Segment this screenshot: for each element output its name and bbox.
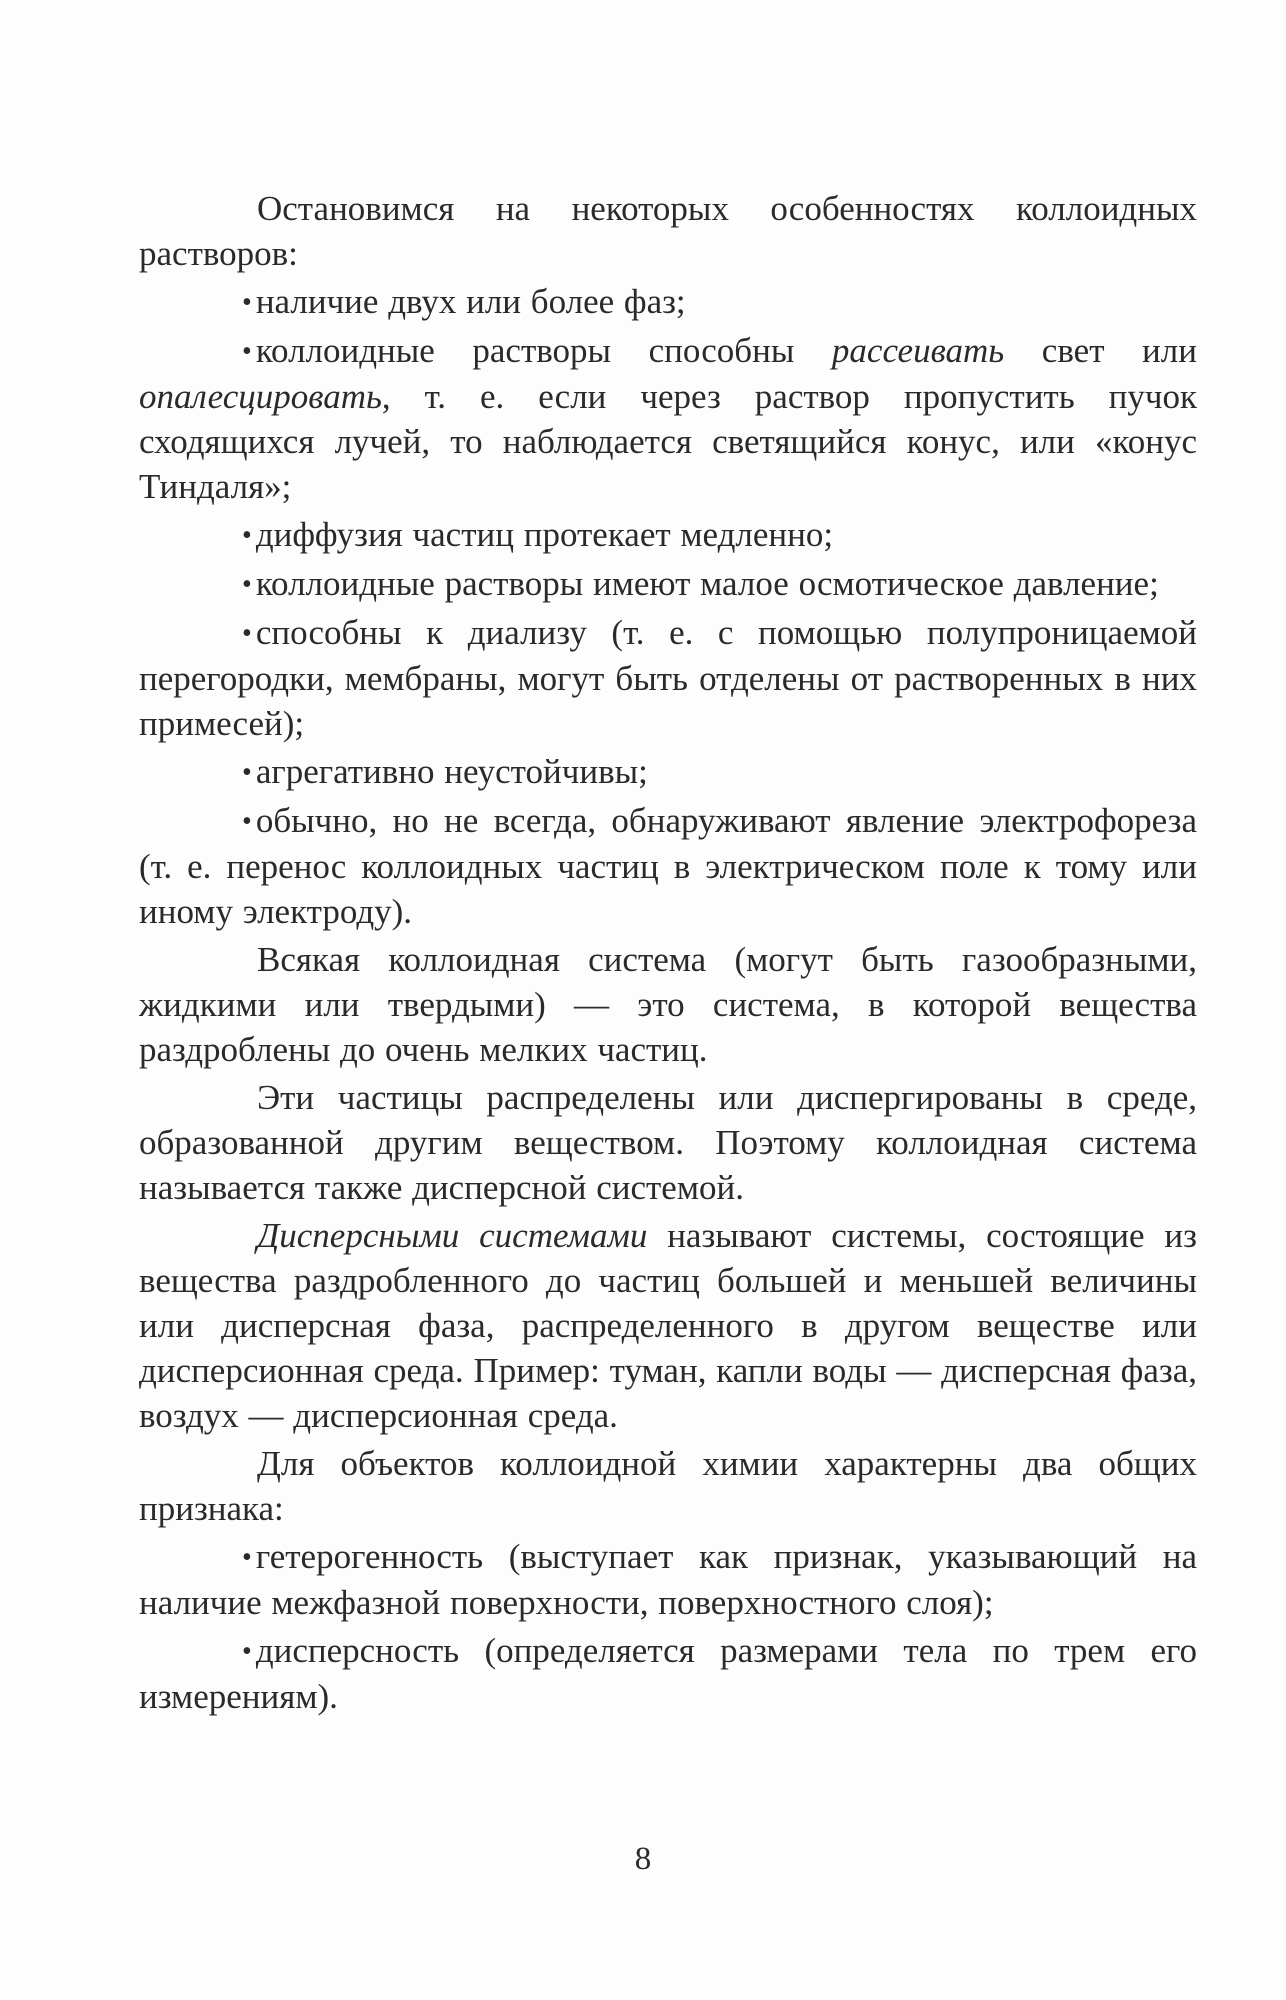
list-item	[139, 798, 1197, 934]
paragraph-text: называют системы, состоящие из вещества раздробленного до частиц большей и меньшей величины или дисперсная фаза, распределенного в другом веществе или дисперсионная среда. Пример: туман, капли воды — дисперсная фаза, воздух — дисперсионная среда.	[139, 1216, 1197, 1435]
paragraph	[139, 1441, 1197, 1531]
emphasis-term: опалесцировать	[139, 377, 382, 416]
list-item-text: коллоидные растворы способны	[255, 331, 832, 370]
bullet-icon: •	[242, 757, 252, 788]
list-item-text: , т. е. если через раствор пропустить пучок сходящихся лучей, то наблюдается светящийся конус, или «конус Тиндаля»;	[139, 377, 1197, 506]
list-item	[139, 561, 1197, 607]
list-item	[139, 1628, 1197, 1719]
paragraph	[139, 1213, 1197, 1438]
bullet-icon: •	[242, 287, 252, 318]
paragraph	[139, 1075, 1197, 1210]
list-item-text: дисперсность (определяется размерами тела по трем его измерениям).	[139, 1631, 1197, 1716]
emphasis-term: Дисперсными системами	[257, 1216, 648, 1255]
list-item	[139, 279, 1197, 325]
bullet-icon: •	[242, 618, 252, 649]
paragraph	[139, 937, 1197, 1072]
bullet-icon: •	[242, 1542, 252, 1573]
bullet-icon: •	[242, 336, 252, 367]
list-item-text: гетерогенность (выступает как признак, указывающий на наличие межфазной поверхности, поверхностного слоя);	[139, 1537, 1197, 1622]
list-item-text: коллоидные растворы имеют малое осмотическое давление;	[255, 564, 1159, 603]
list-item	[139, 749, 1197, 795]
list-item-text: обычно, но не всегда, обнаруживают явление электрофореза (т. е. перенос коллоидных частиц в электрическом поле к тому или иному электроду).	[139, 801, 1197, 931]
bullet-icon: •	[242, 569, 252, 600]
bullet-icon: •	[242, 520, 252, 551]
page-number: 8	[634, 1841, 652, 1877]
list-item-text: агрегативно неустойчивы;	[255, 752, 648, 791]
list-item	[139, 1534, 1197, 1625]
paragraph-text: Эти частицы распределены или диспергированы в среде, образованной другим веществом. Поэтому коллоидная система называется также дисперсной системой.	[139, 1078, 1197, 1207]
list-item-text: свет или	[1004, 331, 1197, 370]
emphasis-term: рассеивать	[831, 331, 1005, 370]
paragraph-text: Для объектов коллоидной химии характерны два общих признака:	[139, 1444, 1197, 1528]
bullet-icon: •	[242, 1636, 252, 1667]
body-text	[139, 186, 1197, 1719]
list-item	[139, 512, 1197, 558]
bullet-icon: •	[242, 806, 252, 837]
list-item-text: способны к диализу (т. е. с помощью полупроницаемой перегородки, мембраны, могут быть отделены от растворенных в них примесей);	[139, 613, 1197, 743]
paragraph-text: Всякая коллоидная система (могут быть газообразными, жидкими или твердыми) — это система, в которой вещества раздроблены до очень мелких частиц.	[139, 940, 1197, 1069]
list-item-text: диффузия частиц протекает медленно;	[255, 515, 834, 554]
paragraph-intro	[139, 186, 1197, 276]
list-item-text: наличие двух или более фаз;	[255, 282, 686, 321]
list-item	[139, 328, 1197, 509]
list-item	[139, 610, 1197, 746]
paragraph-intro-text: Остановимся на некоторых особенностях коллоидных растворов:	[139, 189, 1197, 273]
